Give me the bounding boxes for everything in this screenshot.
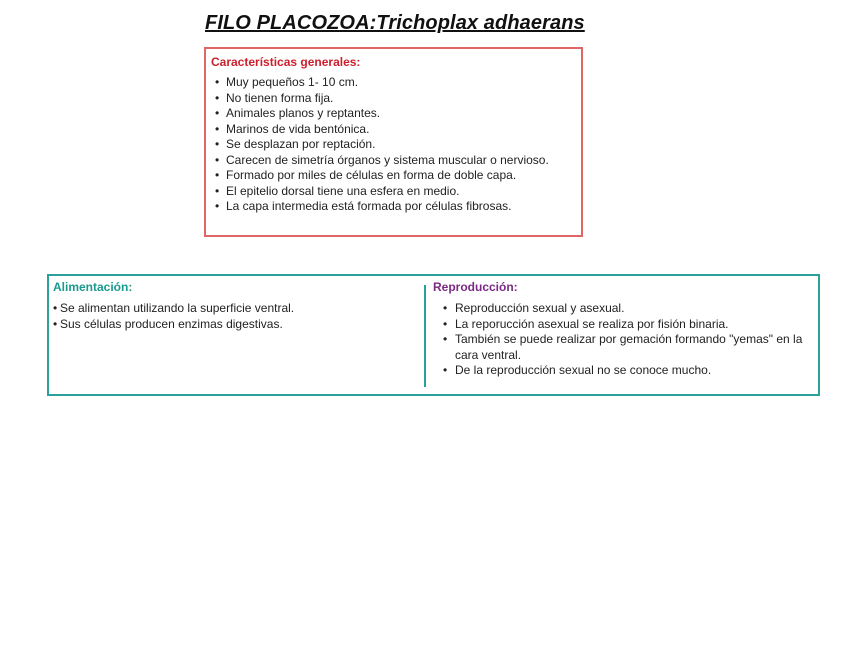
list-item: • También se puede realizar por gemación formando "yemas" en la cara ventral.: [433, 332, 815, 363]
reproduction-panel: [433, 280, 815, 379]
list-item: • Sus células producen enzimas digestivas.: [53, 317, 421, 333]
feeding-panel: [53, 280, 421, 332]
list-item: • Muy pequeños 1- 10 cm.: [210, 75, 577, 91]
page-title: FILO PLACOZOA:Trichoplax adhaerans: [205, 12, 585, 34]
list-item: • Marinos de vida bentónica.: [210, 122, 577, 138]
feeding-heading: Alimentación:: [53, 280, 133, 294]
list-item: • De la reproducción sexual no se conoce mucho.: [433, 363, 815, 379]
list-item: • Se desplazan por reptación.: [210, 137, 577, 153]
list-item: • No tienen forma fija.: [210, 91, 577, 107]
list-item: • Formado por miles de células en forma de doble capa.: [210, 168, 577, 184]
list-item: • El epitelio dorsal tiene una esfera en medio.: [210, 184, 577, 200]
feeding-reproduction-box: [47, 274, 820, 396]
list-item: • Reproducción sexual y asexual.: [433, 301, 815, 317]
list-item: • Se alimentan utilizando la superficie ventral.: [53, 301, 421, 317]
general-characteristics-heading: Características generales:: [211, 55, 361, 69]
reproduction-list: [433, 301, 815, 379]
list-item: • Carecen de simetría órganos y sistema muscular o nervioso.: [210, 153, 577, 169]
general-characteristics-box: [204, 47, 583, 237]
list-item: • Animales planos y reptantes.: [210, 106, 577, 122]
list-item: • La capa intermedia está formada por células fibrosas.: [210, 199, 577, 215]
feeding-list: [53, 301, 421, 332]
general-characteristics-list: [210, 75, 577, 215]
list-item: • La reporucción asexual se realiza por fisión binaria.: [433, 317, 815, 333]
reproduction-heading: Reproducción:: [433, 280, 518, 294]
column-divider: [424, 285, 426, 387]
